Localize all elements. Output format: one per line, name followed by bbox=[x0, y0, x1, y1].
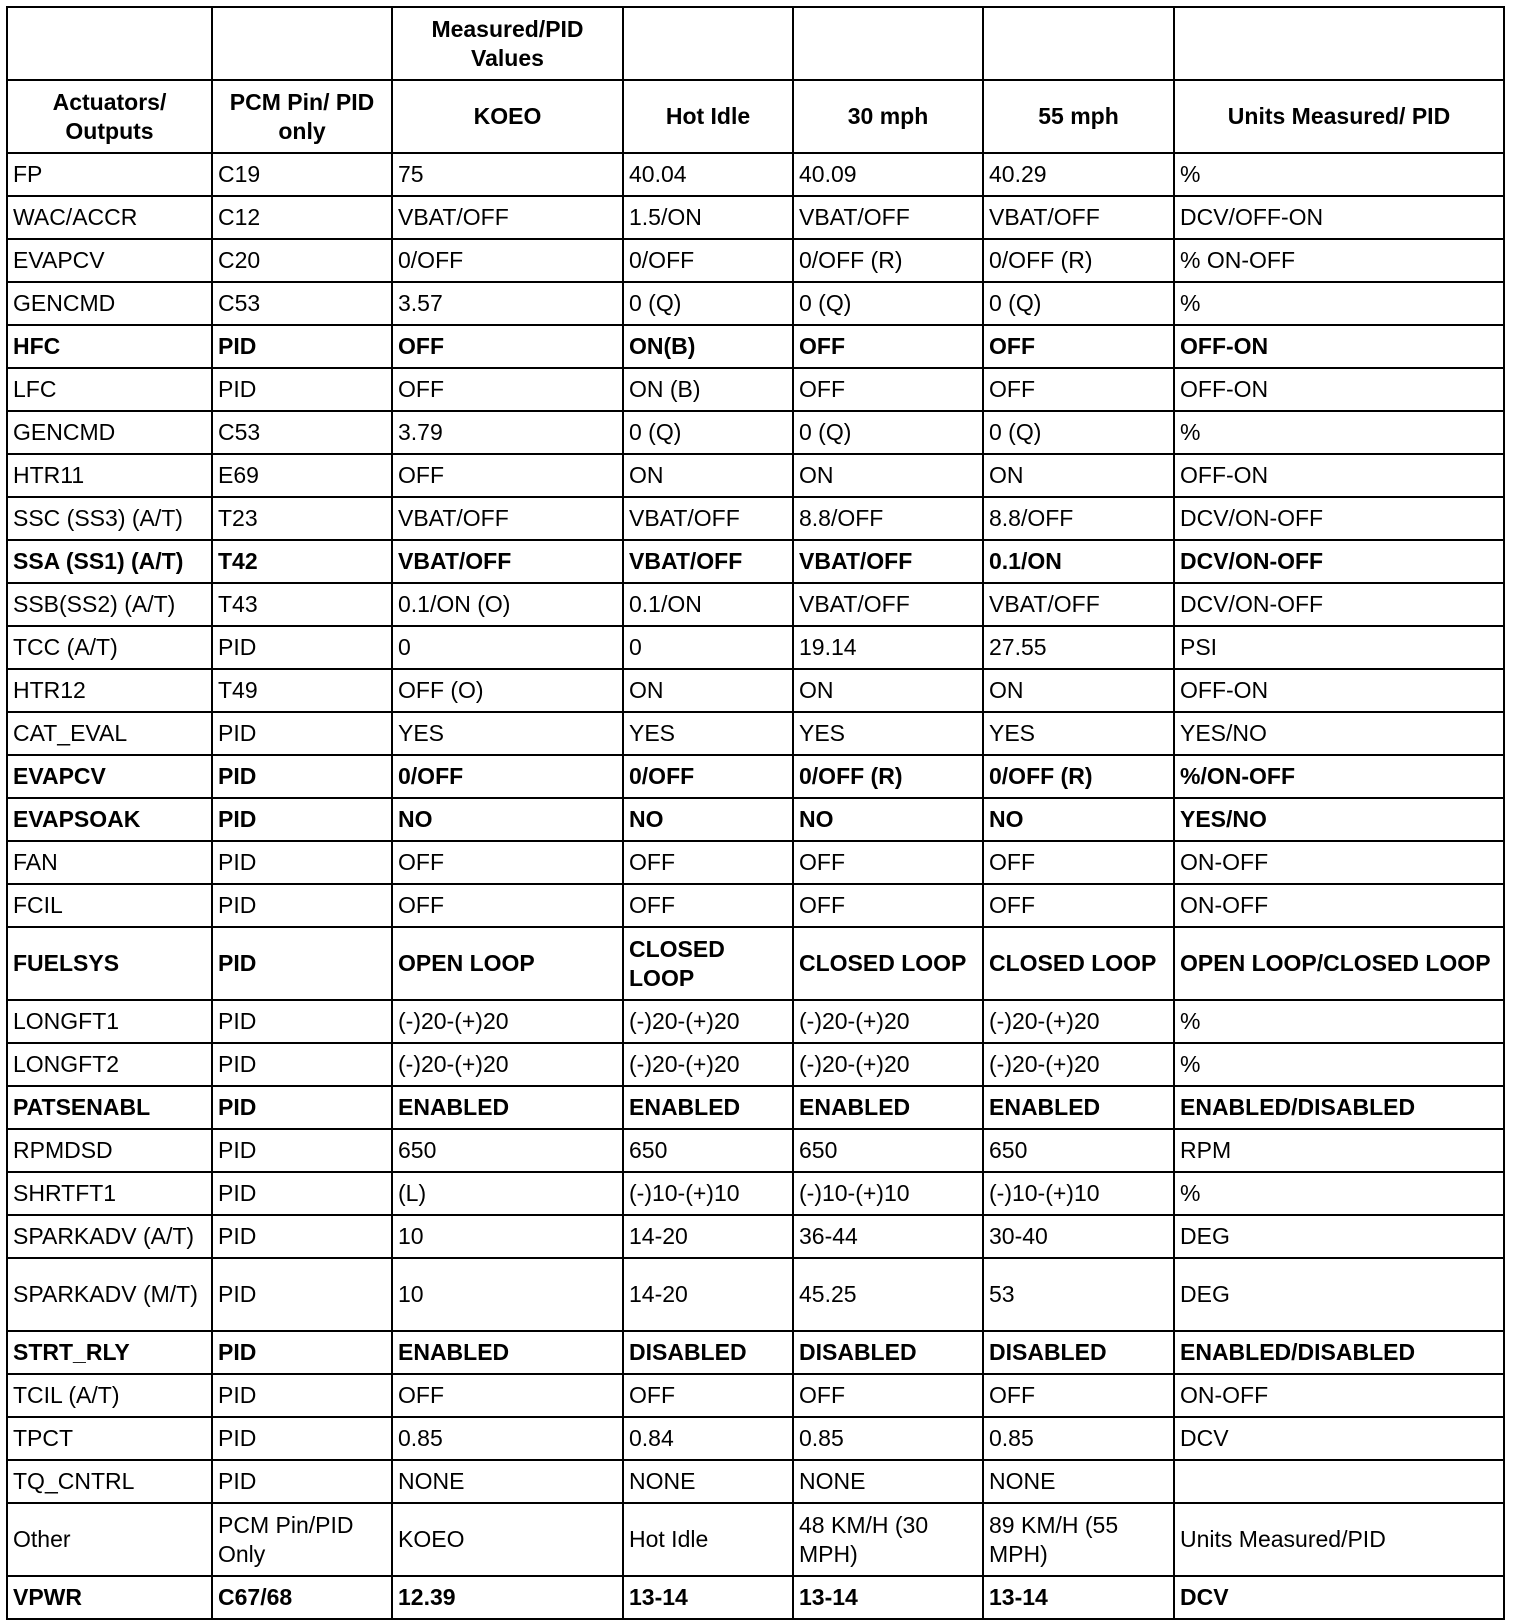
cell-30-mph: ENABLED bbox=[793, 1086, 983, 1129]
cell-hot-idle: NO bbox=[623, 798, 793, 841]
cell-hot-idle: 14-20 bbox=[623, 1215, 793, 1258]
table-row bbox=[7, 325, 1504, 368]
cell-actuator: Other bbox=[7, 1503, 212, 1576]
cell-30-mph: 0.85 bbox=[793, 1417, 983, 1460]
cell-hot-idle: 13-14 bbox=[623, 1576, 793, 1619]
cell-pcm-pin: C12 bbox=[212, 196, 392, 239]
cell-koeo: VBAT/OFF bbox=[392, 540, 623, 583]
cell-pcm-pin: PID bbox=[212, 798, 392, 841]
cell-55-mph: (-)20-(+)20 bbox=[983, 1000, 1174, 1043]
cell-units: % bbox=[1174, 1043, 1504, 1086]
cell-30-mph: 0 (Q) bbox=[793, 411, 983, 454]
cell-30-mph: 36-44 bbox=[793, 1215, 983, 1258]
cell-hot-idle: CLOSED LOOP bbox=[623, 927, 793, 1000]
table-row bbox=[7, 1503, 1504, 1576]
table-row bbox=[7, 1576, 1504, 1619]
cell-pcm-pin: PID bbox=[212, 325, 392, 368]
cell-55-mph: 0.85 bbox=[983, 1417, 1174, 1460]
cell-actuator: SSB(SS2) (A/T) bbox=[7, 583, 212, 626]
cell-55-mph: 89 KM/H (55 MPH) bbox=[983, 1503, 1174, 1576]
cell-pcm-pin: T49 bbox=[212, 669, 392, 712]
cell-55-mph: VBAT/OFF bbox=[983, 196, 1174, 239]
cell-30-mph: OFF bbox=[793, 884, 983, 927]
cell-30-mph: 8.8/OFF bbox=[793, 497, 983, 540]
cell-pcm-pin: PID bbox=[212, 368, 392, 411]
cell-30-mph: (-)20-(+)20 bbox=[793, 1000, 983, 1043]
cell-30-mph: 650 bbox=[793, 1129, 983, 1172]
cell-actuator: SHRTFT1 bbox=[7, 1172, 212, 1215]
table-row bbox=[7, 798, 1504, 841]
cell-units: DCV bbox=[1174, 1576, 1504, 1619]
table-row bbox=[7, 454, 1504, 497]
cell-30-mph: 13-14 bbox=[793, 1576, 983, 1619]
cell-pcm-pin: PID bbox=[212, 1417, 392, 1460]
cell-55-mph: 0.1/ON bbox=[983, 540, 1174, 583]
cell-koeo: 0.1/ON (O) bbox=[392, 583, 623, 626]
cell-units: % bbox=[1174, 153, 1504, 196]
cell-koeo: 0 bbox=[392, 626, 623, 669]
cell-pcm-pin: PID bbox=[212, 626, 392, 669]
cell-hot-idle: (-)20-(+)20 bbox=[623, 1043, 793, 1086]
cell-actuator: TCIL (A/T) bbox=[7, 1374, 212, 1417]
cell-pcm-pin: PID bbox=[212, 841, 392, 884]
table-row bbox=[7, 1460, 1504, 1503]
cell-hot-idle: 0/OFF bbox=[623, 239, 793, 282]
cell-30-mph: 48 KM/H (30 MPH) bbox=[793, 1503, 983, 1576]
header-blank-cell bbox=[623, 7, 793, 80]
header-blank-cell bbox=[983, 7, 1174, 80]
table-row bbox=[7, 239, 1504, 282]
cell-hot-idle: YES bbox=[623, 712, 793, 755]
cell-koeo: ENABLED bbox=[392, 1331, 623, 1374]
cell-units: ENABLED/DISABLED bbox=[1174, 1086, 1504, 1129]
cell-units: OPEN LOOP/CLOSED LOOP bbox=[1174, 927, 1504, 1000]
cell-units: YES/NO bbox=[1174, 798, 1504, 841]
cell-units: OFF-ON bbox=[1174, 454, 1504, 497]
cell-pcm-pin: PID bbox=[212, 884, 392, 927]
cell-actuator: TPCT bbox=[7, 1417, 212, 1460]
cell-hot-idle: OFF bbox=[623, 1374, 793, 1417]
cell-30-mph: (-)20-(+)20 bbox=[793, 1043, 983, 1086]
cell-koeo: 650 bbox=[392, 1129, 623, 1172]
cell-pcm-pin: PID bbox=[212, 1172, 392, 1215]
cell-actuator: SSA (SS1) (A/T) bbox=[7, 540, 212, 583]
cell-actuator: GENCMD bbox=[7, 411, 212, 454]
cell-units: % ON-OFF bbox=[1174, 239, 1504, 282]
table-row bbox=[7, 1215, 1504, 1258]
cell-hot-idle: 1.5/ON bbox=[623, 196, 793, 239]
cell-55-mph: (-)20-(+)20 bbox=[983, 1043, 1174, 1086]
cell-koeo: (-)20-(+)20 bbox=[392, 1043, 623, 1086]
cell-units: ON-OFF bbox=[1174, 841, 1504, 884]
cell-koeo: 0.85 bbox=[392, 1417, 623, 1460]
cell-actuator: HTR11 bbox=[7, 454, 212, 497]
cell-pcm-pin: T42 bbox=[212, 540, 392, 583]
cell-30-mph: 19.14 bbox=[793, 626, 983, 669]
cell-hot-idle: ON bbox=[623, 669, 793, 712]
cell-pcm-pin: PID bbox=[212, 712, 392, 755]
cell-pcm-pin: C19 bbox=[212, 153, 392, 196]
cell-units: OFF-ON bbox=[1174, 368, 1504, 411]
cell-actuator: HFC bbox=[7, 325, 212, 368]
table-row bbox=[7, 1086, 1504, 1129]
cell-units: %/ON-OFF bbox=[1174, 755, 1504, 798]
cell-actuator: FUELSYS bbox=[7, 927, 212, 1000]
cell-units: OFF-ON bbox=[1174, 325, 1504, 368]
cell-30-mph: VBAT/OFF bbox=[793, 196, 983, 239]
table-row bbox=[7, 927, 1504, 1000]
cell-hot-idle: 14-20 bbox=[623, 1258, 793, 1331]
cell-55-mph: 0 (Q) bbox=[983, 282, 1174, 325]
cell-hot-idle: ON(B) bbox=[623, 325, 793, 368]
cell-actuator: EVAPCV bbox=[7, 755, 212, 798]
cell-hot-idle: 0 (Q) bbox=[623, 282, 793, 325]
cell-actuator: FCIL bbox=[7, 884, 212, 927]
cell-units: % bbox=[1174, 282, 1504, 325]
cell-actuator: GENCMD bbox=[7, 282, 212, 325]
cell-hot-idle: VBAT/OFF bbox=[623, 497, 793, 540]
cell-units: DCV bbox=[1174, 1417, 1504, 1460]
cell-koeo: (-)20-(+)20 bbox=[392, 1000, 623, 1043]
cell-units: ENABLED/DISABLED bbox=[1174, 1331, 1504, 1374]
cell-koeo: OFF bbox=[392, 325, 623, 368]
cell-units: DEG bbox=[1174, 1258, 1504, 1331]
cell-30-mph: 0 (Q) bbox=[793, 282, 983, 325]
table-header-group-row bbox=[7, 7, 1504, 80]
cell-55-mph: CLOSED LOOP bbox=[983, 927, 1174, 1000]
cell-55-mph: OFF bbox=[983, 841, 1174, 884]
cell-hot-idle: 0/OFF bbox=[623, 755, 793, 798]
table-row bbox=[7, 712, 1504, 755]
cell-koeo: OFF bbox=[392, 368, 623, 411]
column-header-pcm-pin: PCM Pin/ PID only bbox=[212, 80, 392, 153]
cell-koeo: 0/OFF bbox=[392, 239, 623, 282]
table-row bbox=[7, 1172, 1504, 1215]
cell-units: DCV/ON-OFF bbox=[1174, 583, 1504, 626]
cell-55-mph: OFF bbox=[983, 884, 1174, 927]
cell-hot-idle: 0.84 bbox=[623, 1417, 793, 1460]
header-blank-cell bbox=[212, 7, 392, 80]
cell-pcm-pin: PID bbox=[212, 1215, 392, 1258]
cell-55-mph: 27.55 bbox=[983, 626, 1174, 669]
cell-koeo: OFF (O) bbox=[392, 669, 623, 712]
cell-55-mph: NONE bbox=[983, 1460, 1174, 1503]
table-row bbox=[7, 1000, 1504, 1043]
cell-units: DEG bbox=[1174, 1215, 1504, 1258]
cell-30-mph: 45.25 bbox=[793, 1258, 983, 1331]
cell-koeo: (L) bbox=[392, 1172, 623, 1215]
cell-koeo: OFF bbox=[392, 841, 623, 884]
cell-pcm-pin: T43 bbox=[212, 583, 392, 626]
cell-pcm-pin: PID bbox=[212, 1374, 392, 1417]
cell-koeo: OFF bbox=[392, 884, 623, 927]
cell-pcm-pin: PID bbox=[212, 1258, 392, 1331]
cell-actuator: CAT_EVAL bbox=[7, 712, 212, 755]
cell-koeo: OFF bbox=[392, 1374, 623, 1417]
cell-hot-idle: (-)10-(+)10 bbox=[623, 1172, 793, 1215]
cell-55-mph: 0/OFF (R) bbox=[983, 239, 1174, 282]
cell-30-mph: ON bbox=[793, 669, 983, 712]
table-row bbox=[7, 1258, 1504, 1331]
cell-actuator: VPWR bbox=[7, 1576, 212, 1619]
column-header-30-mph: 30 mph bbox=[793, 80, 983, 153]
cell-55-mph: VBAT/OFF bbox=[983, 583, 1174, 626]
cell-55-mph: ON bbox=[983, 454, 1174, 497]
cell-units: DCV/OFF-ON bbox=[1174, 196, 1504, 239]
cell-units: % bbox=[1174, 1000, 1504, 1043]
cell-actuator: TCC (A/T) bbox=[7, 626, 212, 669]
table-row bbox=[7, 153, 1504, 196]
cell-hot-idle: VBAT/OFF bbox=[623, 540, 793, 583]
cell-units: RPM bbox=[1174, 1129, 1504, 1172]
cell-55-mph: YES bbox=[983, 712, 1174, 755]
cell-55-mph: 0 (Q) bbox=[983, 411, 1174, 454]
cell-units: DCV/ON-OFF bbox=[1174, 540, 1504, 583]
cell-pcm-pin: C53 bbox=[212, 282, 392, 325]
cell-units: % bbox=[1174, 1172, 1504, 1215]
cell-55-mph: 0/OFF (R) bbox=[983, 755, 1174, 798]
cell-55-mph: OFF bbox=[983, 368, 1174, 411]
cell-55-mph: 13-14 bbox=[983, 1576, 1174, 1619]
table-header-row bbox=[7, 80, 1504, 153]
table-row bbox=[7, 1129, 1504, 1172]
table-row bbox=[7, 1043, 1504, 1086]
cell-units: ON-OFF bbox=[1174, 1374, 1504, 1417]
cell-units: % bbox=[1174, 411, 1504, 454]
cell-30-mph: 0/OFF (R) bbox=[793, 755, 983, 798]
cell-55-mph: 40.29 bbox=[983, 153, 1174, 196]
cell-30-mph: YES bbox=[793, 712, 983, 755]
cell-55-mph: 30-40 bbox=[983, 1215, 1174, 1258]
table-row bbox=[7, 755, 1504, 798]
cell-pcm-pin: PID bbox=[212, 1460, 392, 1503]
cell-hot-idle: 0.1/ON bbox=[623, 583, 793, 626]
cell-koeo: 10 bbox=[392, 1215, 623, 1258]
cell-30-mph: OFF bbox=[793, 841, 983, 884]
cell-pcm-pin: PID bbox=[212, 755, 392, 798]
cell-pcm-pin: PID bbox=[212, 1043, 392, 1086]
cell-koeo: 12.39 bbox=[392, 1576, 623, 1619]
pid-values-table bbox=[6, 6, 1505, 1620]
cell-30-mph: DISABLED bbox=[793, 1331, 983, 1374]
cell-units: OFF-ON bbox=[1174, 669, 1504, 712]
header-group-label: Measured/PID Values bbox=[392, 7, 623, 80]
cell-30-mph: NONE bbox=[793, 1460, 983, 1503]
table-row bbox=[7, 841, 1504, 884]
cell-actuator: FP bbox=[7, 153, 212, 196]
cell-actuator: STRT_RLY bbox=[7, 1331, 212, 1374]
cell-30-mph: VBAT/OFF bbox=[793, 583, 983, 626]
cell-actuator: WAC/ACCR bbox=[7, 196, 212, 239]
cell-koeo: OPEN LOOP bbox=[392, 927, 623, 1000]
table-row bbox=[7, 1374, 1504, 1417]
cell-koeo: ENABLED bbox=[392, 1086, 623, 1129]
table-row bbox=[7, 196, 1504, 239]
table-row bbox=[7, 1331, 1504, 1374]
column-header-units: Units Measured/ PID bbox=[1174, 80, 1504, 153]
column-header-actuators: Actuators/ Outputs bbox=[7, 80, 212, 153]
table-row bbox=[7, 540, 1504, 583]
cell-actuator: SPARKADV (A/T) bbox=[7, 1215, 212, 1258]
cell-30-mph: CLOSED LOOP bbox=[793, 927, 983, 1000]
cell-units: DCV/ON-OFF bbox=[1174, 497, 1504, 540]
cell-pcm-pin: C20 bbox=[212, 239, 392, 282]
cell-pcm-pin: PID bbox=[212, 1331, 392, 1374]
cell-30-mph: NO bbox=[793, 798, 983, 841]
cell-pcm-pin: PID bbox=[212, 1086, 392, 1129]
cell-hot-idle: ON bbox=[623, 454, 793, 497]
cell-actuator: LONGFT1 bbox=[7, 1000, 212, 1043]
cell-30-mph: 0/OFF (R) bbox=[793, 239, 983, 282]
cell-30-mph: (-)10-(+)10 bbox=[793, 1172, 983, 1215]
cell-koeo: 75 bbox=[392, 153, 623, 196]
cell-55-mph: 8.8/OFF bbox=[983, 497, 1174, 540]
table-row bbox=[7, 497, 1504, 540]
cell-pcm-pin: E69 bbox=[212, 454, 392, 497]
cell-55-mph: 650 bbox=[983, 1129, 1174, 1172]
cell-actuator: PATSENABL bbox=[7, 1086, 212, 1129]
cell-55-mph: DISABLED bbox=[983, 1331, 1174, 1374]
cell-pcm-pin: PID bbox=[212, 1129, 392, 1172]
cell-koeo: 10 bbox=[392, 1258, 623, 1331]
cell-hot-idle: ON (B) bbox=[623, 368, 793, 411]
header-blank-cell bbox=[7, 7, 212, 80]
cell-actuator: HTR12 bbox=[7, 669, 212, 712]
cell-koeo: OFF bbox=[392, 454, 623, 497]
cell-units: PSI bbox=[1174, 626, 1504, 669]
cell-pcm-pin: T23 bbox=[212, 497, 392, 540]
cell-hot-idle: 0 bbox=[623, 626, 793, 669]
table-row bbox=[7, 1417, 1504, 1460]
cell-30-mph: OFF bbox=[793, 368, 983, 411]
table-row bbox=[7, 626, 1504, 669]
cell-hot-idle: OFF bbox=[623, 884, 793, 927]
table-row bbox=[7, 282, 1504, 325]
cell-30-mph: OFF bbox=[793, 325, 983, 368]
column-header-hot-idle: Hot Idle bbox=[623, 80, 793, 153]
cell-hot-idle: Hot Idle bbox=[623, 1503, 793, 1576]
cell-55-mph: OFF bbox=[983, 325, 1174, 368]
cell-koeo: 3.57 bbox=[392, 282, 623, 325]
cell-koeo: KOEO bbox=[392, 1503, 623, 1576]
cell-hot-idle: 40.04 bbox=[623, 153, 793, 196]
cell-koeo: YES bbox=[392, 712, 623, 755]
cell-30-mph: 40.09 bbox=[793, 153, 983, 196]
cell-pcm-pin: PCM Pin/PID Only bbox=[212, 1503, 392, 1576]
cell-pcm-pin: PID bbox=[212, 927, 392, 1000]
cell-koeo: 3.79 bbox=[392, 411, 623, 454]
cell-55-mph: (-)10-(+)10 bbox=[983, 1172, 1174, 1215]
cell-pcm-pin: C53 bbox=[212, 411, 392, 454]
cell-actuator: EVAPCV bbox=[7, 239, 212, 282]
cell-units: YES/NO bbox=[1174, 712, 1504, 755]
cell-55-mph: ENABLED bbox=[983, 1086, 1174, 1129]
cell-55-mph: ON bbox=[983, 669, 1174, 712]
table-row bbox=[7, 669, 1504, 712]
cell-actuator: TQ_CNTRL bbox=[7, 1460, 212, 1503]
cell-30-mph: OFF bbox=[793, 1374, 983, 1417]
cell-actuator: LFC bbox=[7, 368, 212, 411]
cell-hot-idle: 0 (Q) bbox=[623, 411, 793, 454]
cell-koeo: NO bbox=[392, 798, 623, 841]
cell-pcm-pin: PID bbox=[212, 1000, 392, 1043]
cell-koeo: VBAT/OFF bbox=[392, 196, 623, 239]
cell-actuator: LONGFT2 bbox=[7, 1043, 212, 1086]
cell-55-mph: NO bbox=[983, 798, 1174, 841]
cell-hot-idle: OFF bbox=[623, 841, 793, 884]
cell-30-mph: ON bbox=[793, 454, 983, 497]
cell-koeo: NONE bbox=[392, 1460, 623, 1503]
column-header-55-mph: 55 mph bbox=[983, 80, 1174, 153]
cell-30-mph: VBAT/OFF bbox=[793, 540, 983, 583]
cell-actuator: FAN bbox=[7, 841, 212, 884]
cell-koeo: VBAT/OFF bbox=[392, 497, 623, 540]
cell-actuator: SPARKADV (M/T) bbox=[7, 1258, 212, 1331]
cell-units: ON-OFF bbox=[1174, 884, 1504, 927]
cell-koeo: 0/OFF bbox=[392, 755, 623, 798]
table-row bbox=[7, 884, 1504, 927]
header-blank-cell bbox=[793, 7, 983, 80]
cell-actuator: RPMDSD bbox=[7, 1129, 212, 1172]
cell-hot-idle: (-)20-(+)20 bbox=[623, 1000, 793, 1043]
cell-units: Units Measured/PID bbox=[1174, 1503, 1504, 1576]
cell-55-mph: OFF bbox=[983, 1374, 1174, 1417]
cell-actuator: SSC (SS3) (A/T) bbox=[7, 497, 212, 540]
cell-55-mph: 53 bbox=[983, 1258, 1174, 1331]
cell-hot-idle: 650 bbox=[623, 1129, 793, 1172]
column-header-koeo: KOEO bbox=[392, 80, 623, 153]
cell-units bbox=[1174, 1460, 1504, 1503]
table-row bbox=[7, 368, 1504, 411]
header-blank-cell bbox=[1174, 7, 1504, 80]
cell-hot-idle: ENABLED bbox=[623, 1086, 793, 1129]
table-row bbox=[7, 583, 1504, 626]
cell-actuator: EVAPSOAK bbox=[7, 798, 212, 841]
cell-hot-idle: DISABLED bbox=[623, 1331, 793, 1374]
cell-pcm-pin: C67/68 bbox=[212, 1576, 392, 1619]
cell-hot-idle: NONE bbox=[623, 1460, 793, 1503]
table-row bbox=[7, 411, 1504, 454]
